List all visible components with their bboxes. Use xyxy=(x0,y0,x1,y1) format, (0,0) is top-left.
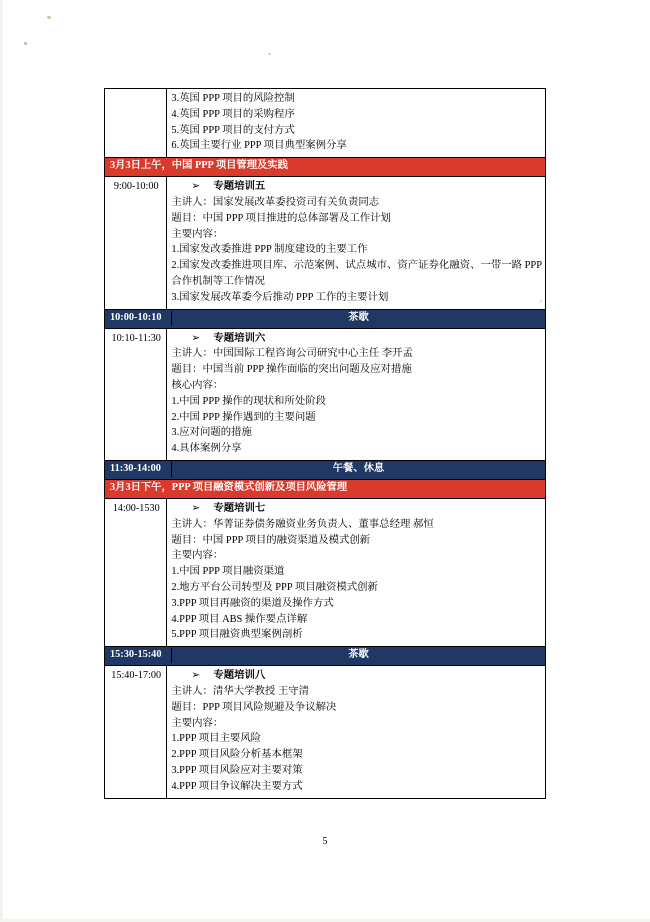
scan-speck xyxy=(47,16,51,19)
break-time: 15:30-15:40 xyxy=(110,649,162,661)
content-line: 2.中国 PPP 操作遇到的主要问题 xyxy=(171,411,316,423)
content-line: 2.地方平台公司转型及 PPP 项目融资模式创新 xyxy=(171,582,378,593)
table-row xyxy=(105,666,546,799)
break-band-inner xyxy=(105,648,545,663)
content-line: 主讲人：清华大学教授 王守清 xyxy=(171,685,310,697)
break-label: 茶歇 xyxy=(171,648,545,663)
time-cell: 9:00-10:00 xyxy=(105,177,167,310)
break-band-cell xyxy=(105,461,546,480)
table-row xyxy=(105,89,546,158)
break-band-inner xyxy=(105,311,545,326)
content-cell xyxy=(167,666,546,799)
table-row xyxy=(105,480,546,499)
content-line: 5.PPP 项目融资典型案例剖析 xyxy=(171,629,303,641)
agenda-table xyxy=(104,88,546,799)
break-band-navy xyxy=(105,310,545,328)
bullet-arrow-icon: ➢ xyxy=(191,181,201,193)
page-number: 5 xyxy=(322,836,328,847)
bullet-arrow-icon: ➢ xyxy=(191,502,201,514)
table-row xyxy=(105,328,546,461)
section-band-label: 3月3日上午，中国 PPP 项目管理及实践 xyxy=(110,160,288,172)
table-row xyxy=(105,498,546,646)
session-title xyxy=(191,179,542,195)
content-cell xyxy=(167,177,546,310)
session-title-text: 专题培训六 xyxy=(213,332,266,344)
content-line: 6.英国主要行业 PPP 项目典型案例分享 xyxy=(171,140,347,152)
content-line: 题目：中国 PPP 项目的融资渠道及模式创新 xyxy=(171,534,371,546)
content-line: 1.国家发改委推进 PPP 制度建设的主要工作 xyxy=(171,244,368,256)
content-cell xyxy=(167,328,546,461)
break-band-navy xyxy=(105,647,545,665)
time-cell: 10:10-11:30 xyxy=(105,328,167,461)
content-line: 主要内容： xyxy=(171,717,224,729)
content-line: 4.具体案例分享 xyxy=(171,443,242,455)
section-band-cell xyxy=(105,480,546,499)
session-title-text: 专题培训八 xyxy=(213,670,266,682)
section-band-label: 3月3日下午，PPP 项目融资模式创新及项目风险管理 xyxy=(110,482,348,494)
bullet-arrow-icon: ➢ xyxy=(191,670,201,682)
table-row xyxy=(105,309,546,328)
content-line: 核心内容： xyxy=(171,380,224,392)
content-cell xyxy=(167,498,546,646)
content-line: 4.英国 PPP 项目的采购程序 xyxy=(171,108,295,120)
time-cell xyxy=(105,89,167,158)
content-line: 题目：PPP 项目风险规避及争议解决 xyxy=(171,701,337,713)
table-row xyxy=(105,647,546,666)
table-row xyxy=(105,158,546,177)
content-line: 主讲人：中国国际工程咨询公司研究中心主任 李开孟 xyxy=(171,348,413,360)
scan-speck xyxy=(268,53,271,55)
break-time: 11:30-14:00 xyxy=(110,463,161,475)
content-line: 2.国家发改委推进项目库、示范案例、试点城市、资产证券化融资、一带一路 PPP xyxy=(171,260,542,272)
break-label: 午餐、休息 xyxy=(171,462,545,477)
time-cell: 15:40-17:00 xyxy=(105,666,167,799)
content-line: 2.PPP 项目风险分析基本框架 xyxy=(171,749,303,761)
session-title-text: 专题培训五 xyxy=(213,181,266,193)
break-band-navy xyxy=(105,461,545,479)
content-line: 3.PPP 项目再融资的渠道及操作方式 xyxy=(171,597,334,609)
content-line: 1.中国 PPP 操作的现状和所处阶段 xyxy=(171,395,326,407)
break-time: 10:00-10:10 xyxy=(110,311,162,323)
break-band-cell xyxy=(105,309,546,328)
session-title xyxy=(191,501,542,517)
break-band-cell xyxy=(105,647,546,666)
content-line: 3.国家发展改革委今后推动 PPP 工作的主要计划 xyxy=(171,291,389,303)
content-line: 主讲人：国家发展改革委投资司有关负责同志 xyxy=(171,196,380,208)
section-band-cell xyxy=(105,158,546,177)
break-label: 茶歇 xyxy=(171,311,545,326)
content-line: 主讲人：华菁证券债务融资业务负责人、董事总经理 郝恒 xyxy=(171,518,434,530)
bullet-arrow-icon: ➢ xyxy=(191,332,201,344)
section-band-red xyxy=(105,158,545,176)
content-line: 3.PPP 项目风险应对主要对策 xyxy=(171,765,303,777)
content-line: 1.PPP 项目主要风险 xyxy=(171,733,262,745)
session-title xyxy=(191,331,542,347)
table-row xyxy=(105,461,546,480)
content-line: 4.PPP 项目 ABS 操作要点详解 xyxy=(171,613,308,625)
time-cell: 14:00-1530 xyxy=(105,498,167,646)
content-line: 题目：中国 PPP 项目推进的总体部署及工作计划 xyxy=(171,212,391,224)
session-title-text: 专题培训七 xyxy=(213,502,266,514)
content-line: 3.英国 PPP 项目的风险控制 xyxy=(171,93,295,104)
session-title xyxy=(191,668,542,684)
section-band-red xyxy=(105,480,545,498)
table-row xyxy=(105,177,546,310)
content-line: 合作机制等工作情况 xyxy=(171,276,265,288)
content-line: 3.应对问题的措施 xyxy=(171,427,252,439)
content-cell xyxy=(167,89,546,158)
content-line: 4.PPP 项目争议解决主要方式 xyxy=(171,780,303,792)
content-line: 主要内容： xyxy=(171,228,224,240)
scan-speck xyxy=(24,42,27,45)
content-line: 题目：中国当前 PPP 操作面临的突出问题及应对措施 xyxy=(171,364,412,376)
content-line: 1.中国 PPP 项目融资渠道 xyxy=(171,566,285,578)
content-line: 主要内容： xyxy=(171,550,224,562)
content-line: 5.英国 PPP 项目的支付方式 xyxy=(171,124,295,136)
break-band-inner xyxy=(105,462,545,477)
scan-edge-left xyxy=(0,0,3,922)
